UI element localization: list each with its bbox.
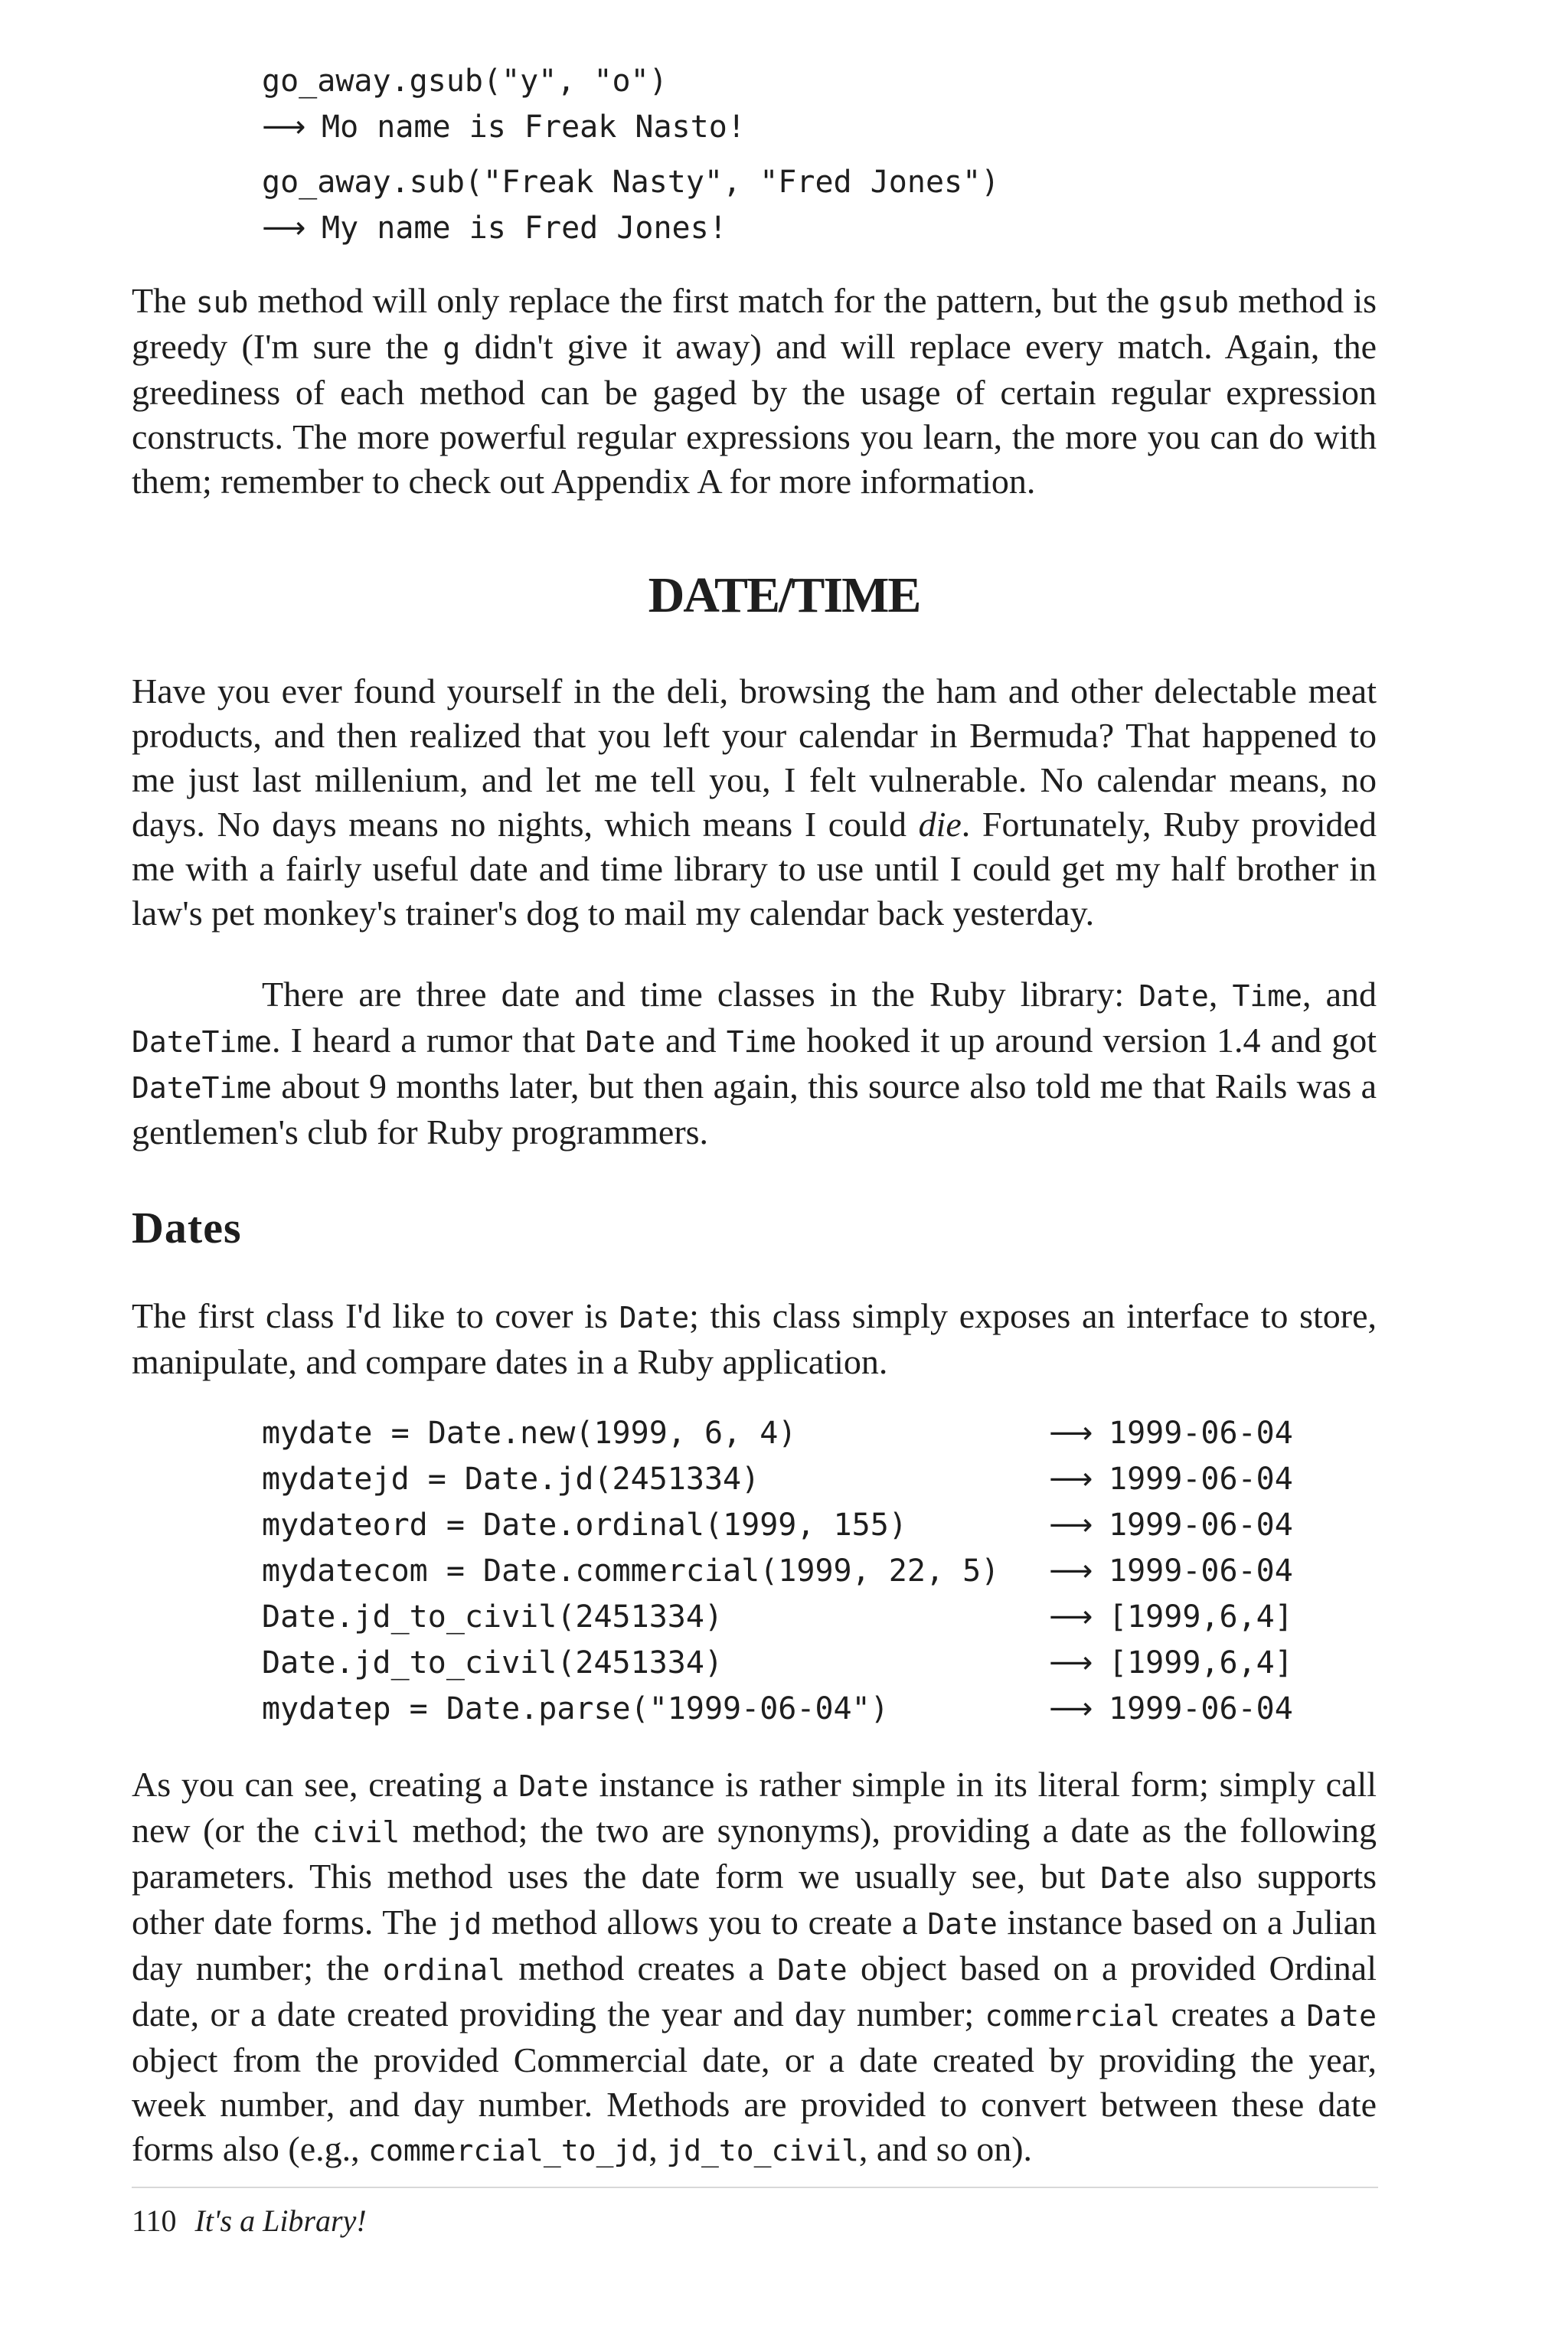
paragraph-sub-gsub: The sub method will only replace the first match for the pattern, but the gsub method is greedy (I'm sure the g didn't give it away) and will replace every match. Again, the greediness of each method can be gaged by the usage of certain regular expression constructs. The more powerful regular expressions you learn, the more you can do with them; remember to check out Appendix A for more information. [132, 281, 1377, 501]
code-expression: mydateord = Date.ordinal(1999, 155) [262, 1508, 907, 1543]
code-result-line [262, 205, 999, 251]
code-result-line [262, 104, 999, 150]
code-example-row [262, 1594, 1293, 1640]
code-expression: mydatep = Date.parse("1999-06-04") [262, 1691, 889, 1726]
code-expression: mydate = Date.new(1999, 6, 4) [262, 1416, 797, 1451]
paragraph-date-class: The first class I'd like to cover is Date; this class simply exposes an interface to store, manipulate, and compare dates in a Ruby application. [132, 1296, 1377, 1381]
code-expression: mydatecom = Date.commercial(1999, 22, 5) [262, 1553, 1000, 1589]
result-arrow: ⟶ [1049, 1599, 1093, 1635]
result-arrow: ⟶ [1049, 1508, 1093, 1543]
section-title: DATE/TIME [648, 567, 920, 623]
page-number: 110 [132, 2203, 177, 2238]
code-expression: Date.jd_to_civil(2451334) [262, 1599, 724, 1635]
code-line: go_away.gsub("y", "o") [262, 64, 668, 99]
code-example-row [262, 1410, 1293, 1456]
code-example-row [262, 1456, 1293, 1502]
code-result: [1999,6,4] [1109, 1599, 1293, 1635]
result-arrow: ⟶ [1049, 1416, 1093, 1451]
running-title: It's a Library! [194, 2203, 367, 2238]
result-arrow: ⟶ [262, 211, 306, 246]
code-result: 1999-06-04 [1109, 1416, 1293, 1451]
result-arrow: ⟶ [1049, 1645, 1093, 1681]
code-result: Mo name is Freak Nasto! [322, 109, 746, 145]
footer-divider [132, 2187, 1378, 2188]
paragraph-date-classes: There are three date and time classes in the Ruby library: Date, Time, and DateTime. I heard a rumor that Date and Time hooked it up around version 1.4 and got DateTime about 9 months later, but then again, this source also told me that Rails was a gentlemen's club for Ruby programmers. [132, 975, 1377, 1152]
code-example-row [262, 1640, 1293, 1686]
code-expression: mydatejd = Date.jd(2451334) [262, 1462, 760, 1497]
result-arrow: ⟶ [1049, 1691, 1093, 1726]
paragraph-deli-intro: Have you ever found yourself in the deli, browsing the ham and other delectable meat products, and then realized that you left your calendar in Bermuda? That happened to me just last millenium, and let me tell you, I felt vulnerable. No calendar means, no days. No days means no nights, which means I could die. Fortunately, Ruby provided me with a fairly useful date and time library to use until I could get my half brother in law's pet monkey's trainer's dog to mail my calendar back yesterday. [132, 671, 1377, 933]
result-arrow: ⟶ [262, 109, 306, 145]
result-arrow: ⟶ [1049, 1462, 1093, 1497]
code-example-row [262, 1548, 1293, 1594]
page-footer [132, 2202, 367, 2240]
code-result: 1999-06-04 [1109, 1691, 1293, 1726]
code-result: 1999-06-04 [1109, 1462, 1293, 1497]
code-expression: Date.jd_to_civil(2451334) [262, 1645, 724, 1681]
code-result: 1999-06-04 [1109, 1508, 1293, 1543]
subsection-title: Dates [132, 1203, 242, 1253]
gsub-sub-code-block [262, 58, 999, 251]
date-examples-code-block [262, 1410, 1293, 1732]
code-line: go_away.sub("Freak Nasty", "Fred Jones") [262, 165, 1000, 200]
result-arrow: ⟶ [1049, 1553, 1093, 1589]
code-example-row [262, 1502, 1293, 1548]
code-result: My name is Fred Jones! [322, 211, 727, 246]
code-result: [1999,6,4] [1109, 1645, 1293, 1681]
paragraph-date-forms: As you can see, creating a Date instance is rather simple in its literal form; simply call new (or the civil method; the two are synonyms), providing a date as the following parameters. This method uses the date form we usually see, but Date also supports other date forms. The jd method allows you to create a Date instance based on a Julian day number; the ordinal method creates a Date object based on a provided Ordinal date, or a date created providing the year and day number; commercial creates a Date object from the provided Commercial date, or a date created by providing the year, week number, and day number. Methods are provided to convert between these date forms also (e.g., commercial_to_jd, jd_to_civil, and so on). [132, 1765, 1377, 2168]
code-result: 1999-06-04 [1109, 1553, 1293, 1589]
code-example-row [262, 1686, 1293, 1732]
